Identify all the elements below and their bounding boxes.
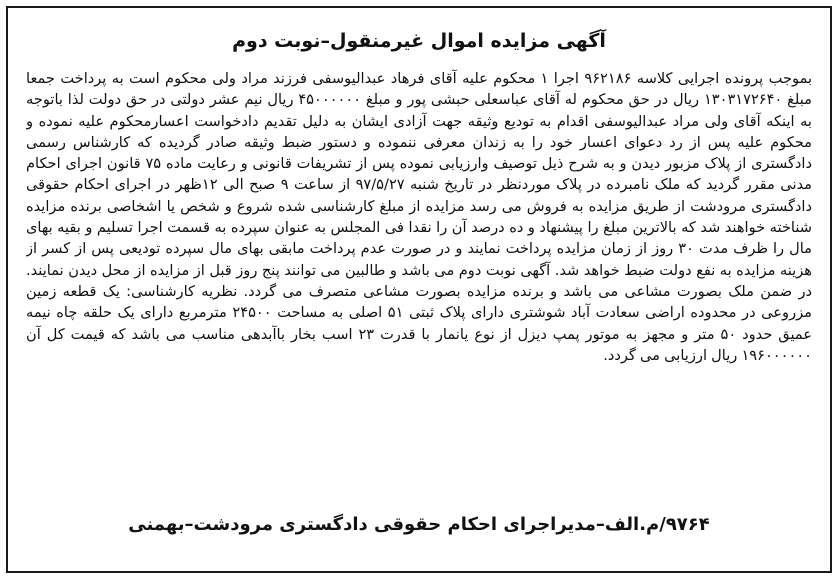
notice-frame — [6, 6, 832, 573]
notice-body: بموجب پرونده اجرایی کلاسه ۹۶۲۱۸۶ اجرا ۱ محکوم علیه آقای فرهاد عبدالیوسفی فرزند مراد ولی محکوم است به پرداخت جمعا مبلغ ۱۳۰۳۱۷۲۶۴۰ ریال در حق محکوم له آقای عباسعلی حبشی پور و مبلغ ۴۵۰۰۰۰۰۰ ریال نیم عشر دولتی در حق دولت لذا باتوجه به اینکه آقای ولی مراد عبدالیوسفی اقدام به تودیع وثیقه جهت آزادی ایشان به دلیل تقدیم دادخواست اعسارمحکوم علیه نموده و محکوم علیه پس از رد دعوای اعسار خود را به زندان معرفی ننموده و دستور ضبط وثیقه صادر گردیده که کارشناس رسمی دادگستری از پلاک مزبور دیدن و به شرح ذیل توصیف وارزیابی نموده پس از تشریفات قانونی و رعایت ماده ۷۵ قانون اجرای احکام مدنی مقرر گردید که ملک نامبرده در پلاک موردنظر در تاریخ شنبه ۹۷/۵/۲۷ از ساعت ۹ صبح الی ۱۲ظهر در اجرای احکام حقوقی دادگستری مرودشت از طریق مزایده به فروش می رسد مزایده از مبلغ کارشناسی شده شروع و شخص یا اشخاصی برنده مزایده شناخته خواهند شد که بالاترین مبلغ را پیشنهاد و ده درصد آن را نقدا فی المجلس به عنوان سپرده به قسمت اجرا تسلیم و بقیه بهای مال را ظرف مدت ۳۰ روز از زمان مزایده پرداخت نمایند و در صورت عدم پرداخت مابقی بهای مال سپرده تودیعی پس از کسر از هزینه مزایده به نفع دولت ضبط خواهد شد. آگهی نوبت دوم می باشد و طالبین می توانند پنج روز قبل از مزایده از محل دیدن نمایند. در ضمن ملک بصورت مشاعی می باشد و برنده مزایده بصورت مشاعی متصرف می گردد. نظریه کارشناسی: یک قطعه زمین مزروعی در محدوده اراضی سعادت آباد شوشتری دارای پلاک ثبتی ۵۱ اصلی به مساحت ۲۴۵۰۰ مترمربع دارای یک حلقه چاه نیمه عمیق حدود ۵۰ متر و مجهز به موتور پمپ دیزل از نوع یانمار با قدرت ۲۳ اسب بخار باآبدهی مناسب می باشد که قیمت کل آن ۱۹۶۰۰۰۰۰۰ ریال ارزیابی می گردد. — [26, 70, 812, 364]
notice-footer: ۹۷۶۴/م.الف–مدیراجرای احکام حقوقی دادگستری مرودشت–بهمنی — [128, 514, 710, 535]
notice-title: آگهی مزایده اموال غیرمنقول–نوبت دوم — [232, 30, 606, 52]
